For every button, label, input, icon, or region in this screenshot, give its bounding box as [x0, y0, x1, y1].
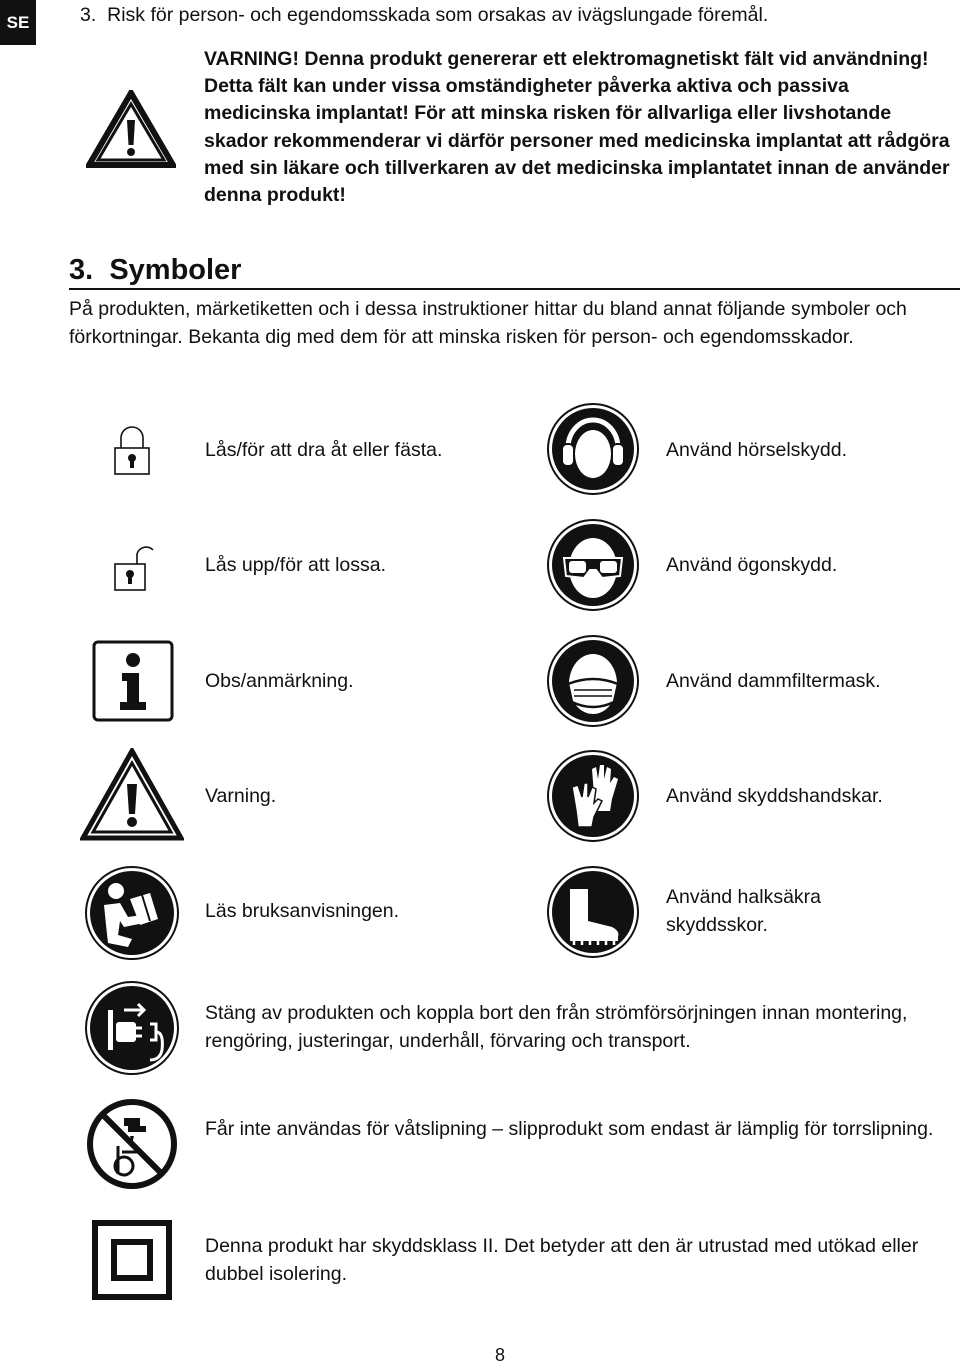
warning-bold-1: VARNING! Denna produkt genererar ett elektromagnetiskt fält vid — [204, 48, 808, 70]
page-number: 8 — [494, 1345, 505, 1365]
symbol-label-no-wet-grinding: Får inte användas för våtslipning – slipprodukt som endast är lämplig för torrslipning. — [205, 1118, 934, 1140]
risk-item — [80, 2, 768, 28]
section-number: 3. — [69, 254, 94, 286]
dust-mask-icon — [546, 634, 640, 728]
section-title: Symboler — [109, 254, 242, 286]
warning-triangle-icon — [86, 90, 176, 168]
symbol-label-unlock: Lås upp/för att lossa. — [205, 554, 387, 576]
no-wet-grinding-icon — [84, 1096, 180, 1192]
protection-class-ii-icon — [92, 1220, 172, 1300]
read-manual-icon — [84, 865, 180, 961]
symbol-label-safety-shoes: Använd halksäkra skyddsskor. — [666, 886, 822, 936]
warning-triangle-small-icon — [80, 748, 184, 842]
symbol-label-dust-mask: Använd dammfiltermask. — [666, 670, 881, 692]
symbol-label-info: Obs/anmärkning. — [205, 670, 354, 692]
section-divider — [69, 288, 960, 290]
symbol-label-gloves: Använd skyddshandskar. — [666, 785, 883, 807]
warning-bold-2: För att minska risken för allvarliga eller livshotande skador rekommenderar vi därför personer med medicinska implantat att rådgöra med sin läkare och tillverkaren av det medicinska implantatet innan de använder denna produkt! — [204, 102, 950, 207]
unplug-icon — [84, 980, 180, 1076]
warning-plain: användning! Detta fält kan under vissa omständigheter påverka aktiva och passiva medicinska implantat! — [204, 48, 929, 125]
lock-closed-icon — [112, 424, 152, 476]
eye-protection-icon — [546, 518, 640, 612]
symbol-label-lock: Lås/för att dra åt eller fästa. — [205, 439, 443, 461]
safety-shoes-icon — [546, 865, 640, 959]
risk-item-text: Risk för person- och egendomsskada som orsakas av ivägslungade föremål. — [107, 4, 769, 26]
section-heading — [69, 252, 241, 288]
symbol-label-warning: Varning. — [205, 785, 277, 807]
section-intro: På produkten, märketiketten och i dessa instruktioner hittar du bland annat följande symboler och förkortningar. Bekanta dig med dem för att minska risken för person- och egendomsskador. — [69, 298, 907, 348]
info-icon — [92, 640, 174, 722]
ear-protection-icon — [546, 402, 640, 496]
risk-item-number: 3. — [80, 4, 97, 26]
gloves-icon — [546, 749, 640, 843]
lock-open-icon — [112, 540, 156, 592]
symbol-label-ear-protection: Använd hörselskydd. — [666, 439, 848, 461]
language-tab: SE — [0, 0, 36, 45]
emf-warning-text — [204, 46, 956, 209]
symbol-label-eye-protection: Använd ögonskydd. — [666, 554, 838, 576]
symbol-label-unplug: Stäng av produkten och koppla bort den från strömförsörjningen innan montering, rengöring, justeringar, underhåll, förvaring och transport. — [205, 1002, 908, 1052]
symbol-label-protection-class: Denna produkt har skyddsklass II. Det betyder att den är utrustad med utökad eller dubbel isolering. — [205, 1235, 919, 1285]
symbol-label-read-manual: Läs bruksanvisningen. — [205, 900, 400, 922]
